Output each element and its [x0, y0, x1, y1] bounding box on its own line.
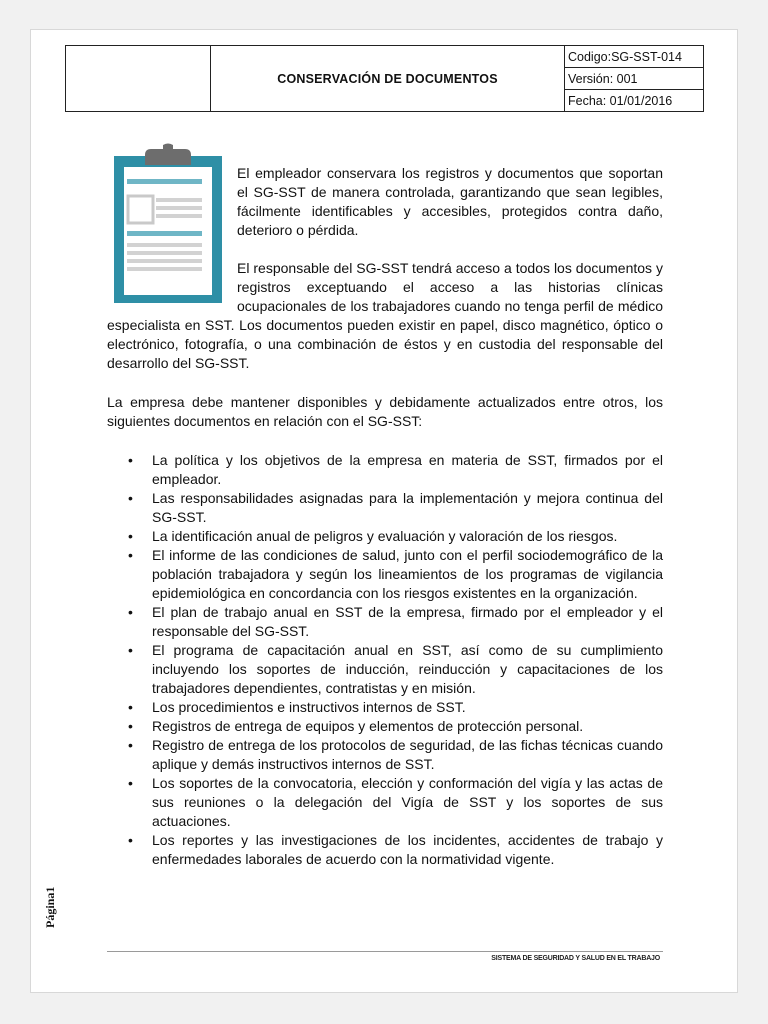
document-body — [107, 164, 663, 869]
document-version: Versión: 001 — [565, 68, 704, 90]
clipboard-clip — [145, 144, 191, 166]
paragraph-access: El responsable del SG-SST tendrá acceso a todos los documentos y registros exceptuando el acceso a las historias clínicas ocupacionales de los trabajadores cuando no tenga perfil de médico especialista en SST. Los documentos pueden existir en papel, disco magnético, óptico o electrónico, fotografía, o una combinación de éstos y en custodia del responsable del desarrollo del SG-SST. — [107, 260, 663, 371]
document-code: Codigo:SG-SST-014 — [565, 46, 704, 68]
document-title: CONSERVACIÓN DE DOCUMENTOS — [211, 46, 565, 112]
list-item: • Las responsabilidades asignadas para la implementación y mejora continua del SG-SST. — [107, 489, 663, 527]
footer-divider — [107, 951, 663, 952]
document-page — [30, 29, 738, 993]
list-item: • Registros de entrega de equipos y elementos de protección personal. — [107, 717, 663, 736]
paragraph-conservation: El empleador conservara los registros y documentos que soportan el SG-SST de manera controlada, garantizando que sean legibles, fácilmente identificables y accesibles, protegidos contra daño, deterioro o pérdida. — [237, 165, 663, 238]
required-documents-list — [107, 451, 663, 869]
list-item: • El plan de trabajo anual en SST de la empresa, firmado por el empleador y el responsable del SG-SST. — [107, 603, 663, 641]
list-item: • La política y los objetivos de la empresa en materia de SST, firmados por el empleador. — [107, 451, 663, 489]
paragraph-required-docs: La empresa debe mantener disponibles y debidamente actualizados entre otros, los siguientes documentos en relación con el SG-SST: — [107, 394, 663, 429]
footer-text: SISTEMA DE SEGURIDAD Y SALUD EN EL TRABAJO — [491, 955, 660, 962]
logo-cell — [66, 46, 211, 112]
document-date: Fecha: 01/01/2016 — [565, 90, 704, 112]
list-item: • El informe de las condiciones de salud, junto con el perfil sociodemográfico de la población trabajadora y según los lineamientos de los programas de vigilancia epidemiológica en concordancia con los riesgos existentes en la organización. — [107, 546, 663, 603]
list-item: • Registro de entrega de los protocolos de seguridad, de las fichas técnicas cuando aplique y demás instructivos internos de SST. — [107, 736, 663, 774]
list-item: • El programa de capacitación anual en SST, así como de su cumplimiento incluyendo los soportes de inducción, reinducción y capacitaciones de los trabajadores dependientes, contratistas y en misión. — [107, 641, 663, 698]
page-number-label: Página1 — [43, 886, 57, 928]
list-item: • Los procedimientos e instructivos internos de SST. — [107, 698, 663, 717]
list-item: • Los reportes y las investigaciones de los incidentes, accidentes de trabajo y enfermedades laborales de acuerdo con la normatividad vigente. — [107, 831, 663, 869]
list-item: • Los soportes de la convocatoria, elección y conformación del vigía y las actas de sus reuniones o la delegación del Vigía de SST y los soportes de sus actuaciones. — [107, 774, 663, 831]
list-item: • La identificación anual de peligros y evaluación y valoración de los riesgos. — [107, 527, 663, 546]
icon-spacer — [107, 164, 237, 301]
document-header-table — [65, 45, 704, 112]
